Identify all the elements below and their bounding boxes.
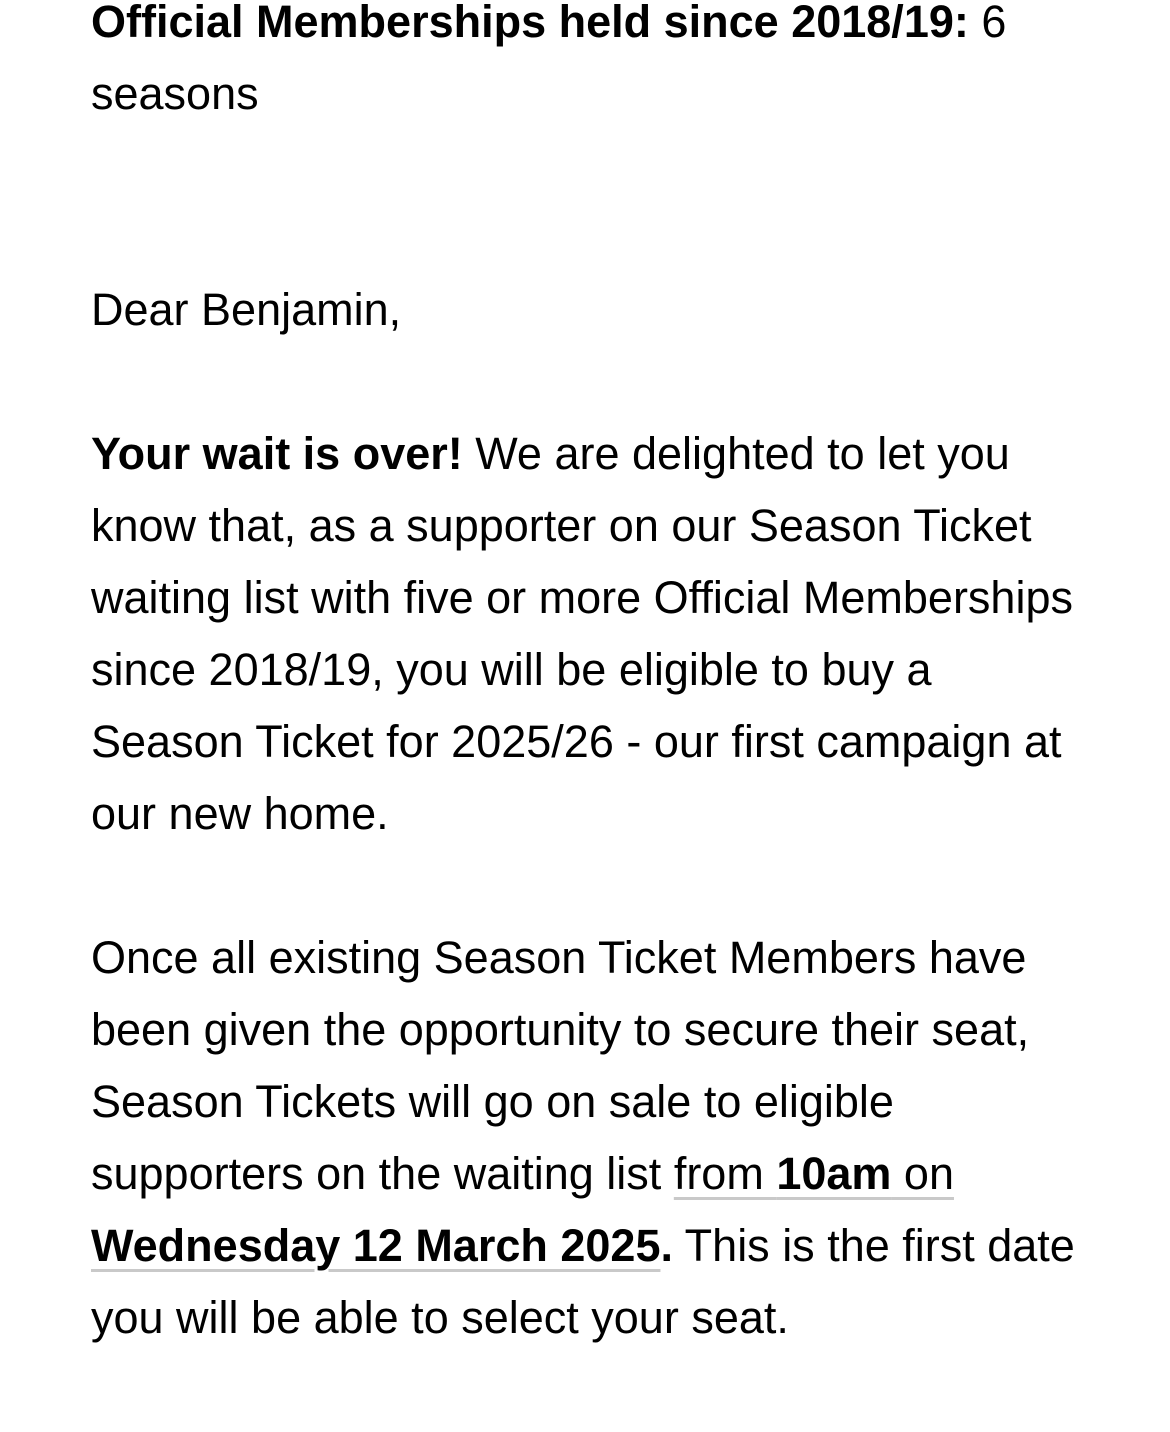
eligibility-text: We are delighted to let you know that, as a supporter on our Season Ticket waiting list with five or more Official Memberships since 2018/19, you will be eligible to buy a Season Ticket for 2025/26 - our first campaign at our new home. (91, 428, 1073, 839)
membership-line (91, 0, 1091, 130)
paragraph-eligibility (91, 418, 1091, 850)
spacer (91, 130, 1091, 274)
membership-value: 6 seasons (91, 0, 1007, 119)
spacer (91, 346, 1091, 418)
first-date-text: This is the first date you will be able to select your seat. (91, 1220, 1075, 1343)
spacer (91, 850, 1091, 922)
wait-over-heading: Your wait is over! (91, 428, 463, 479)
sale-date-from: from (673, 1148, 777, 1199)
membership-label: Official Memberships held since 2018/19: (91, 0, 969, 47)
sale-date-period: . (660, 1220, 673, 1271)
email-body (91, 0, 1091, 1354)
sale-info-text: Once all existing Season Ticket Members have been given the opportunity to secure their seat, Season Tickets will go on sale to eligible supporters on the waiting list (91, 932, 1030, 1199)
greeting: Dear Benjamin, (91, 284, 402, 335)
sale-date: Wednesday 12 March 2025 (91, 1220, 661, 1271)
paragraph-sale-date (91, 922, 1091, 1354)
sale-date-on: on (891, 1148, 954, 1199)
sale-time: 10am (776, 1148, 892, 1199)
